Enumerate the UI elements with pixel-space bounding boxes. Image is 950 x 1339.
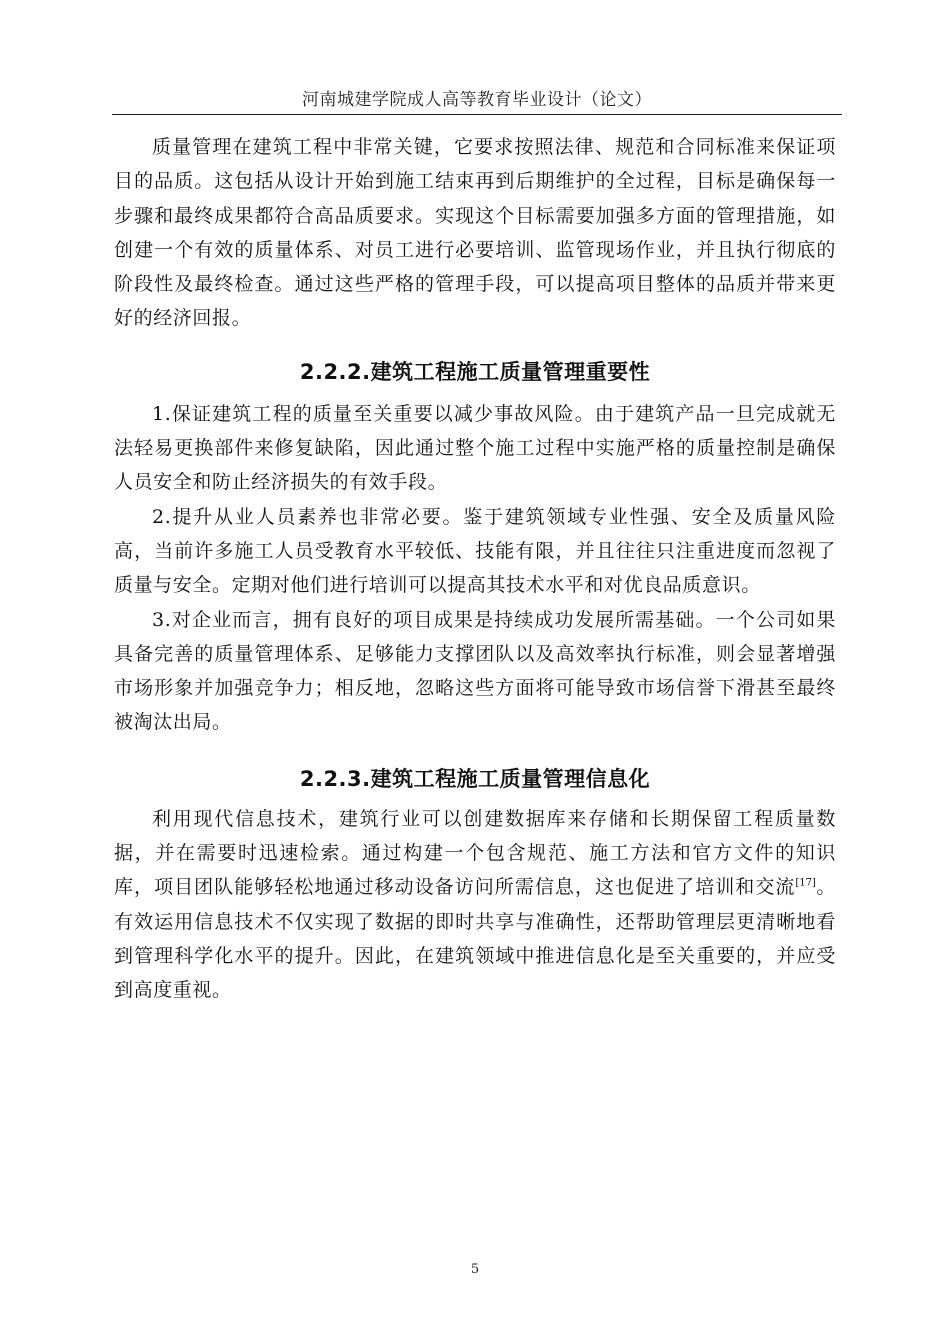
running-header: 河南城建学院成人高等教育毕业设计（论文） (302, 90, 652, 110)
informatization-text-part-2: 。有效运用信息技术不仅实现了数据的即时共享与准确性，还帮助管理层更清晰地看到管理科学化水平的提升。因此，在建筑领域中推进信息化是至关重要的，并应受到高度重视。 (114, 876, 836, 1002)
intro-paragraph: 质量管理在建筑工程中非常关键，它要求按照法律、规范和合同标准来保证项目的品质。这包括从设计开始到施工结束再到后期维护的全过程，目标是确保每一步骤和最终成果都符合高品质要求。实现这个目标需要加强多方面的管理措施，如创建一个有效的质量体系、对员工进行必要培训、监管现场作业，并且执行彻底的阶段性及最终检查。通过这些严格的管理手段，可以提高项目整体的品质并带来更好的经济回报。 (114, 136, 836, 330)
importance-paragraph-1: 1.保证建筑工程的质量至关重要以减少事故风险。由于建筑产品一旦完成就无法轻易更换部件来修复缺陷，因此通过整个施工过程中实施严格的质量控制是确保人员安全和防止经济损失的有效手段。 (114, 402, 836, 494)
informatization-paragraph (114, 802, 836, 1008)
importance-paragraph-2: 2.提升从业人员素养也非常必要。鉴于建筑领域专业性强、安全及质量风险高，当前许多施工人员受教育水平较低、技能有限，并且往往只注重进度而忽视了质量与安全。定期对他们进行培训可以提高其技术水平和对优良品质意识。 (114, 505, 836, 597)
importance-paragraph-3: 3.对企业而言，拥有良好的项目成果是持续成功发展所需基础。一个公司如果具备完善的质量管理体系、足够能力支撑团队以及高效率执行标准，则会显著增强市场形象并加强竞争力；相反地，忽略这些方面将可能导致市场信誉下滑甚至最终被淘汰出局。 (114, 608, 836, 734)
section-heading-2-2-3: 2.2.3.建筑工程施工质量管理信息化 (299, 766, 651, 791)
page-body (114, 130, 836, 1008)
citation-reference: [17] (795, 878, 816, 890)
header-rule (112, 114, 842, 115)
informatization-text-part-1: 利用现代信息技术，建筑行业可以创建数据库来存储和长期保留工程质量数据，并在需要时迅速检索。通过构建一个包含规范、施工方法和官方文件的知识库，项目团队能够轻松地通过移动设备访问所需信息，这也促进了培训和交流 (114, 807, 836, 899)
section-heading-2-2-2: 2.2.2.建筑工程施工质量管理重要性 (299, 359, 651, 384)
page-number: 5 (470, 1262, 480, 1277)
